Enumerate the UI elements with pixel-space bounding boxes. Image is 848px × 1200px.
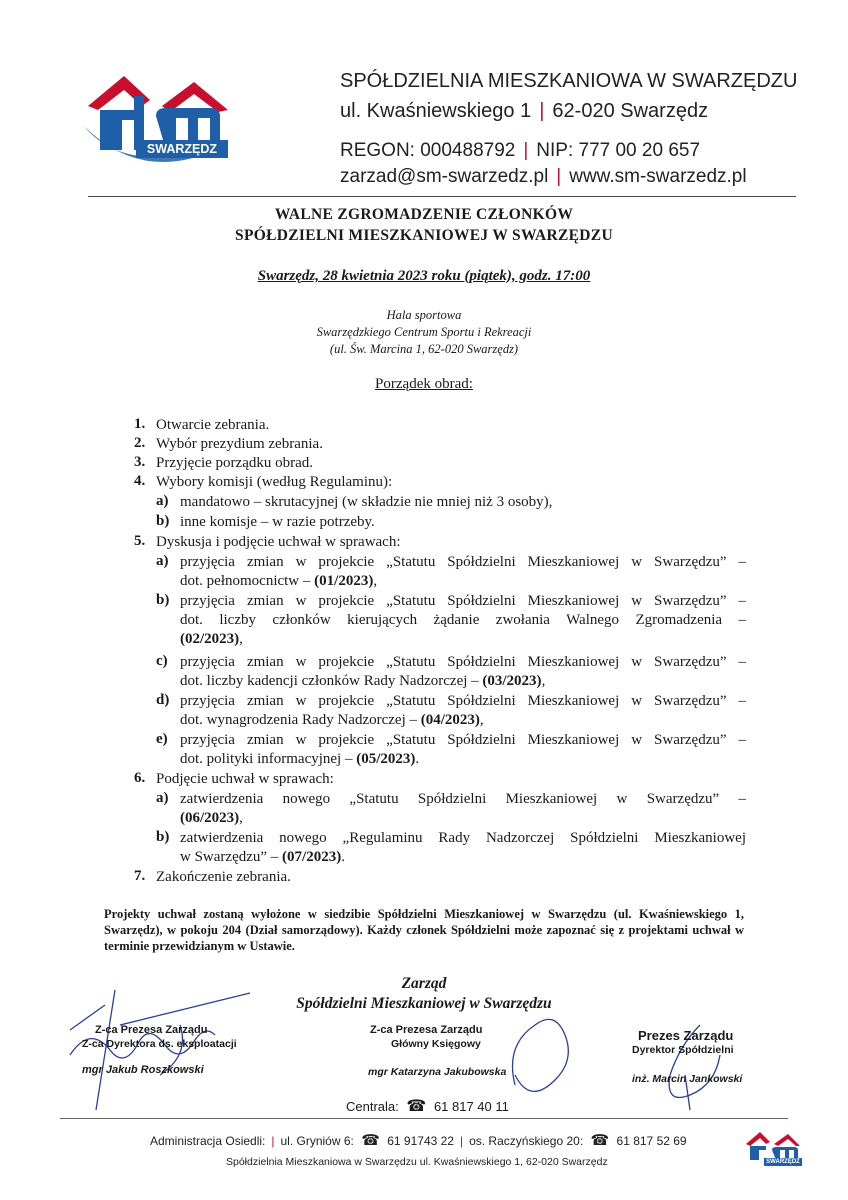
- address-street: ul. Kwaśniewskiego 1: [340, 100, 532, 122]
- logo-banner: SWARZĘDZ: [136, 140, 228, 158]
- agenda-num-3: 3.: [134, 454, 146, 470]
- agenda-5c-letter: c): [156, 653, 168, 669]
- agenda-num-7: 7.: [134, 868, 146, 884]
- venue-line2: Swarzędzkiego Centrum Sportu i Rekreacji: [316, 325, 532, 339]
- resolution-code: (06/2023): [180, 810, 240, 826]
- email-link[interactable]: zarzad@sm-swarzedz.pl: [340, 166, 549, 187]
- agenda-6b-line2: [180, 848, 345, 866]
- agenda-6a-line1: zatwierdzenia nowego „Statutu Spółdzielni Mieszkaniowej w Swarzędzu” –: [180, 791, 746, 807]
- board-subtitle: Spółdzielni Mieszkaniowej w Swarzędzu: [296, 995, 552, 1012]
- agenda-num-5: 5.: [134, 533, 146, 549]
- venue-line3: (ul. Św. Marcina 1, 62-020 Swarzędz): [329, 342, 519, 356]
- footer-admin: Administracja Osiedli: | ul. Gryniów 6: ☎ 61 91743 22 | os. Raczyńskiego 20: ☎ 61 817 52 69: [150, 1132, 687, 1149]
- agenda-6a-end: ,: [239, 810, 243, 826]
- agenda-5d-letter: d): [156, 692, 170, 708]
- org-ids: REGON: 000488792 | NIP: 777 00 20 657: [340, 140, 701, 161]
- agenda-6a-line2: [180, 809, 243, 827]
- agenda-5a-desc: dot. pełnomocnictw –: [180, 573, 315, 589]
- agenda-5c-line2: [180, 672, 545, 690]
- resolution-code: (02/2023): [180, 631, 240, 647]
- agenda-5e-letter: e): [156, 731, 168, 747]
- agenda-4a-letter: a): [156, 493, 169, 509]
- resolution-code: (04/2023): [420, 712, 480, 728]
- agenda-5b-line3: [180, 630, 243, 648]
- agenda-5c-line1: przyjęcia zmian w projekcie „Statutu Spółdzielni Mieszkaniowej w Swarzędzu” –: [180, 654, 746, 670]
- footer-admin-label: Administracja Osiedli:: [150, 1134, 266, 1148]
- agenda-6b-end: .: [341, 849, 345, 865]
- agenda-num-4: 4.: [134, 473, 146, 489]
- resolution-code: (05/2023): [356, 751, 416, 767]
- footer-raczynskiego: os. Raczyńskiego 20:: [469, 1134, 584, 1148]
- meeting-date: Swarzędz, 28 kwietnia 2023 roku (piątek), godz. 17:00: [257, 268, 591, 284]
- agenda-item-3: Przyjęcie porządku obrad.: [156, 455, 314, 471]
- sig-center-role2: Główny Księgowy: [391, 1038, 481, 1050]
- agenda-6b-letter: b): [156, 829, 170, 845]
- agenda-5e-desc: dot. polityki informacyjnej –: [180, 751, 357, 767]
- agenda-6b-line1: zatwierdzenia nowego „Regulaminu Rady Nadzorczej Spółdzielni Mieszkaniowej: [180, 830, 746, 846]
- footer-logo-banner: SWARZĘDZ: [764, 1158, 802, 1166]
- header-divider: [88, 196, 796, 197]
- agenda-5e-line1: przyjęcia zmian w projekcie „Statutu Spółdzielni Mieszkaniowej w Swarzędzu” –: [180, 732, 746, 748]
- org-contact: zarzad@sm-swarzedz.pl | www.sm-swarzedz.pl: [340, 166, 747, 187]
- sig-right-role2: Dyrektor Spółdzielni: [632, 1044, 734, 1056]
- doc-title-line1: WALNE ZGROMADZENIE CZŁONKÓW: [274, 206, 574, 223]
- sig-left-role1: Z-ca Prezesa Zarządu: [95, 1024, 208, 1036]
- resolution-code: (01/2023): [314, 573, 374, 589]
- board-title: Zarząd: [401, 975, 447, 992]
- agenda-title: Porządek obrad:: [375, 376, 473, 392]
- agenda-5d-line1: przyjęcia zmian w projekcie „Statutu Spółdzielni Mieszkaniowej w Swarzędzu” –: [180, 693, 746, 709]
- sig-right-name: inż. Marcin Jankowski: [632, 1073, 743, 1085]
- venue-line1: Hala sportowa: [386, 308, 462, 322]
- agenda-6a-letter: a): [156, 790, 169, 806]
- sig-left-role2: Z-ca Dyrektora ds. eksploatacji: [82, 1038, 237, 1050]
- agenda-5d-end: ,: [479, 712, 484, 728]
- agenda-item-4: Wybory komisji (według Regulaminu):: [156, 474, 393, 490]
- agenda-item-1: Otwarcie zebrania.: [156, 417, 270, 433]
- resolutions-note: Projekty uchwał zostaną wyłożone w siedzibie Spółdzielni Mieszkaniowej w Swarzędzu (ul. Kwaśniewskiego 1, Swarzędz), w pokoju 204 (Dział samorządowy). Każdy członek Spółdzielni może zapoznać się z projektami uchwał w terminie przewidzianym w Ustawie.: [104, 907, 744, 953]
- agenda-5b-letter: b): [156, 592, 170, 608]
- agenda-5d-desc: dot. wynagrodzenia Rady Nadzorczej –: [180, 712, 421, 728]
- phone-icon: ☎: [361, 1132, 380, 1149]
- agenda-item-5: Dyskusja i podjęcie uchwał w sprawach:: [156, 534, 401, 550]
- agenda-5a-line1: przyjęcia zmian w projekcie „Statutu Spółdzielni Mieszkaniowej w Swarzędzu” –: [180, 554, 746, 570]
- agenda-5a-end: ,: [373, 573, 378, 589]
- agenda-5a-line2: [180, 572, 377, 590]
- address-city: 62-020 Swarzędz: [552, 100, 709, 122]
- centrala-phone[interactable]: 61 817 40 11: [433, 1099, 509, 1114]
- footer-gryniow: ul. Gryniów 6:: [280, 1134, 354, 1148]
- sig-right-role1: Prezes Zarządu: [638, 1028, 734, 1043]
- website-link[interactable]: www.sm-swarzedz.pl: [569, 166, 747, 187]
- agenda-5d-line2: [180, 711, 484, 729]
- footer-gryniow-phone[interactable]: 61 91743 22: [387, 1134, 454, 1148]
- sig-center-role1: Z-ca Prezesa Zarządu: [370, 1024, 483, 1036]
- agenda-5a-letter: a): [156, 553, 169, 569]
- footer-raczynskiego-phone[interactable]: 61 817 52 69: [616, 1134, 687, 1148]
- sig-left-name: mgr Jakub Roszkowski: [82, 1064, 204, 1076]
- agenda-item-7: Zakończenie zebrania.: [156, 869, 291, 885]
- doc-title-line2: SPÓŁDZIELNI MIESZKANIOWEJ W SWARZĘDZU: [235, 227, 613, 244]
- company-logo: [84, 66, 232, 166]
- footer-logo: [744, 1128, 802, 1168]
- regon: REGON: 000488792: [340, 140, 516, 161]
- sig-center-name: mgr Katarzyna Jakubowska: [368, 1066, 507, 1078]
- agenda-6b-desc: w Swarzędzu” –: [180, 849, 283, 865]
- centrala-label: Centrala:: [346, 1099, 399, 1114]
- agenda-item-2: Wybór prezydium zebrania.: [156, 436, 323, 452]
- phone-icon: ☎: [590, 1132, 610, 1149]
- agenda-5c-desc: dot. liczby kadencji członków Rady Nadzorczej –: [180, 673, 483, 689]
- agenda-item-6: Podjęcie uchwał w sprawach:: [156, 771, 334, 787]
- agenda-5e-line2: [180, 750, 419, 768]
- agenda-5b-line2: dot. liczby członków kierujących żądanie zwołania Walnego Zgromadzenia –: [180, 612, 746, 628]
- resolution-code: (07/2023): [282, 849, 342, 865]
- agenda-num-6: 6.: [134, 770, 146, 786]
- org-name: SPÓŁDZIELNIA MIESZKANIOWA W SWARZĘDZU: [340, 70, 798, 92]
- agenda-4b-letter: b): [156, 513, 170, 529]
- resolution-code: (03/2023): [482, 673, 542, 689]
- phone-icon: ☎: [406, 1098, 427, 1115]
- agenda-5c-end: ,: [541, 673, 546, 689]
- agenda-num-1: 1.: [134, 416, 146, 432]
- centrala: [346, 1096, 509, 1116]
- agenda-4a-text: mandatowo – skrutacyjnej (w składzie nie mniej niż 3 osoby),: [180, 494, 553, 510]
- footer-address: Spółdzielnia Mieszkaniowa w Swarzędzu ul. Kwaśniewskiego 1, 62-020 Swarzędz: [226, 1156, 608, 1168]
- agenda-4b-text: inne komisje – w razie potrzeby.: [180, 514, 375, 530]
- agenda-5b-line1: przyjęcia zmian w projekcie „Statutu Spółdzielni Mieszkaniowej w Swarzędzu” –: [180, 593, 746, 609]
- footer-divider: [60, 1118, 788, 1119]
- agenda-5e-end: .: [415, 751, 420, 767]
- org-address: ul. Kwaśniewskiego 1 | 62-020 Swarzędz: [340, 100, 709, 122]
- agenda-5b-end: ,: [239, 631, 243, 647]
- nip: NIP: 777 00 20 657: [536, 140, 701, 161]
- agenda-num-2: 2.: [134, 435, 146, 451]
